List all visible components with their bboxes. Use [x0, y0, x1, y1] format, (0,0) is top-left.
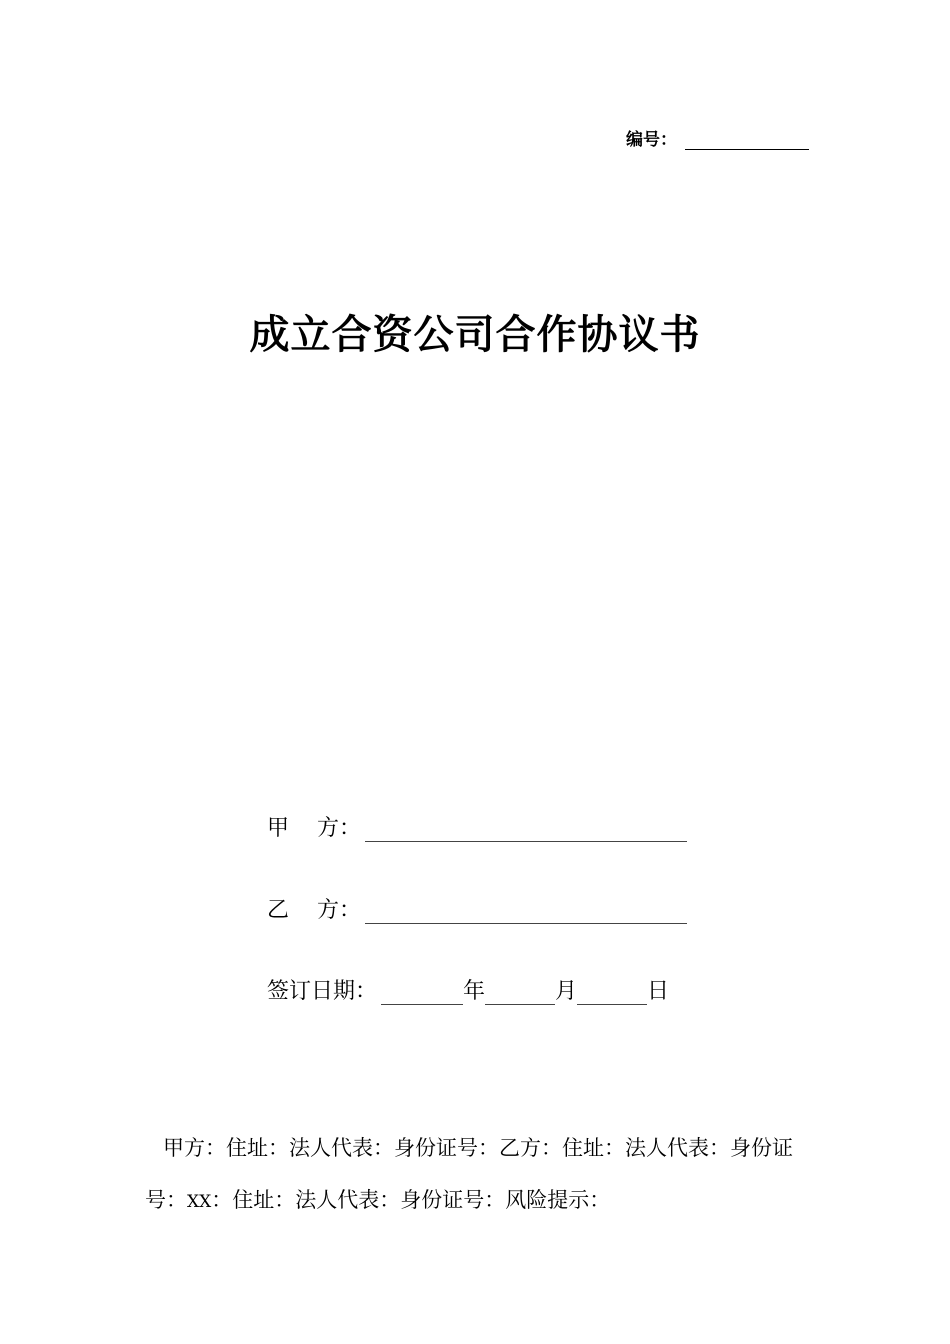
party-b-field — [267, 894, 687, 924]
serial-number — [626, 124, 809, 150]
month-label: 月 — [555, 979, 578, 1004]
sign-date-label: 签订日期： — [267, 979, 378, 1004]
party-a-label: 甲 方： — [267, 816, 361, 841]
serial-label: 编号： — [626, 130, 677, 150]
sign-date-field — [267, 975, 669, 1005]
year-blank — [381, 982, 463, 1005]
party-a-field — [267, 812, 687, 842]
body-paragraph — [145, 1122, 813, 1228]
day-label: 日 — [647, 979, 670, 1004]
party-b-label: 乙 方： — [267, 898, 361, 923]
body-segment-2: ：住址：法人代表：身份证号：风险提示： — [211, 1188, 611, 1212]
party-a-blank — [365, 819, 687, 842]
serial-blank — [685, 130, 809, 150]
body-segment-1: 甲方：住址：法人代表：身份证号：乙方：住址：法人代表：身份证号： — [145, 1136, 793, 1212]
year-label: 年 — [463, 979, 486, 1004]
document-title: 成立合资公司合作协议书 — [249, 311, 701, 358]
party-b-blank — [365, 901, 687, 924]
day-blank — [577, 982, 647, 1005]
month-blank — [485, 982, 555, 1005]
body-segment-xx: XX — [187, 1192, 212, 1212]
